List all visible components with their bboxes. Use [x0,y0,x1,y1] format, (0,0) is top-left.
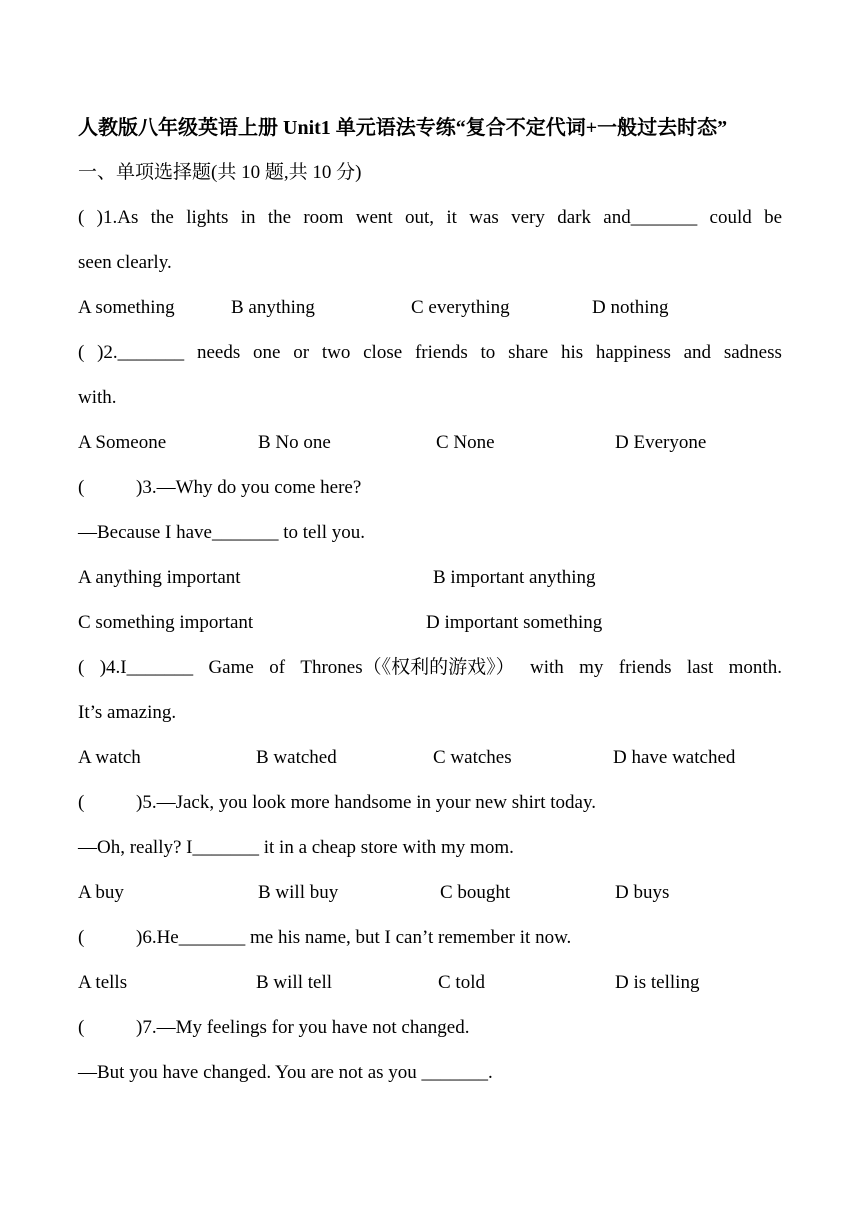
option-b: B anything [231,297,315,318]
word: )2._______ [97,342,185,363]
word: sadness [723,342,782,363]
word: and_______ [603,207,698,228]
option-c: C something important [78,612,254,633]
word: )1.As [96,207,139,228]
word: the [150,207,174,228]
option-c: C everything [411,297,510,318]
question-7-text: )7.—My feelings for you have not changed. [136,1017,470,1038]
question-3-text: )3.—Why do you come here? [136,477,362,498]
word: two [321,342,351,363]
word: and [683,342,712,363]
word: was [469,207,499,228]
document-title: 人教版八年级英语上册 Unit1 单元语法专练“复合不定代词+一般过去时态” [78,117,728,139]
option-b: B watched [256,747,337,768]
word: very [511,207,545,228]
answer-paren: ( [78,657,85,678]
word: )4.I_______ [99,657,194,678]
question-5-stem [78,791,782,815]
answer-paren: ( [78,477,85,498]
word: my [579,657,604,678]
word: out, [405,207,435,228]
answer-paren: ( [78,927,85,948]
option-a: A something [78,297,175,318]
word: his [560,342,584,363]
word: needs [196,342,241,363]
word: in [240,207,256,228]
word: last [686,657,714,678]
option-a: A Someone [78,432,167,453]
word: the [267,207,292,228]
word: dark [557,207,591,228]
word: Thrones（《权利的游戏》） [300,657,515,678]
question-5-text: )5.—Jack, you look more handsome in your new shirt today. [136,792,596,813]
word: month. [728,657,782,678]
option-a: A anything important [78,567,241,588]
question-6-text: )6.He_______ me his name, but I can’t remember it now. [136,927,572,948]
option-a: A watch [78,747,141,768]
question-2-continuation: with. [78,387,117,408]
word: one [253,342,281,363]
question-1-stem [78,206,782,230]
option-c: C watches [433,747,512,768]
question-1-continuation: seen clearly. [78,252,172,273]
option-d: D is telling [615,972,700,993]
option-a: A buy [78,882,124,903]
question-3-stem [78,476,782,500]
answer-paren: ( [78,1017,85,1038]
option-c: C told [438,972,485,993]
word: or [293,342,310,363]
answer-paren: ( [78,342,85,363]
word: could [709,207,752,228]
option-d: D Everyone [615,432,707,453]
word: went [355,207,393,228]
word: be [764,207,782,228]
word: to [480,342,496,363]
word: of [269,657,286,678]
question-5-continuation: —Oh, really? I_______ it in a cheap store with my mom. [78,837,514,858]
word: room [303,207,344,228]
option-d: D buys [615,882,670,903]
option-d: D important something [426,612,603,633]
option-a: A tells [78,972,128,993]
option-b: B important anything [433,567,596,588]
option-c: C None [436,432,495,453]
word: lights [186,207,229,228]
option-d: D nothing [592,297,669,318]
word: share [508,342,549,363]
answer-paren: ( [78,207,85,228]
option-b: B will tell [256,972,332,993]
word: Game [208,657,254,678]
word: happiness [595,342,671,363]
word: with [530,657,564,678]
answer-paren: ( [78,792,85,813]
question-4-continuation: It’s amazing. [78,702,177,723]
word: friends [618,657,672,678]
option-c: C bought [440,882,511,903]
question-7-stem [78,1016,782,1040]
option-b: B No one [258,432,331,453]
section-heading: 一、单项选择题(共 10 题,共 10 分) [78,162,362,183]
option-d: D have watched [613,747,736,768]
question-6-stem [78,926,782,950]
question-7-continuation: —But you have changed. You are not as you _______. [78,1062,493,1083]
question-2-stem [78,341,782,365]
word: close [363,342,403,363]
option-b: B will buy [258,882,339,903]
word: friends [414,342,468,363]
question-3-continuation: —Because I have_______ to tell you. [78,522,366,543]
word: it [446,207,457,228]
question-4-stem [78,656,782,680]
